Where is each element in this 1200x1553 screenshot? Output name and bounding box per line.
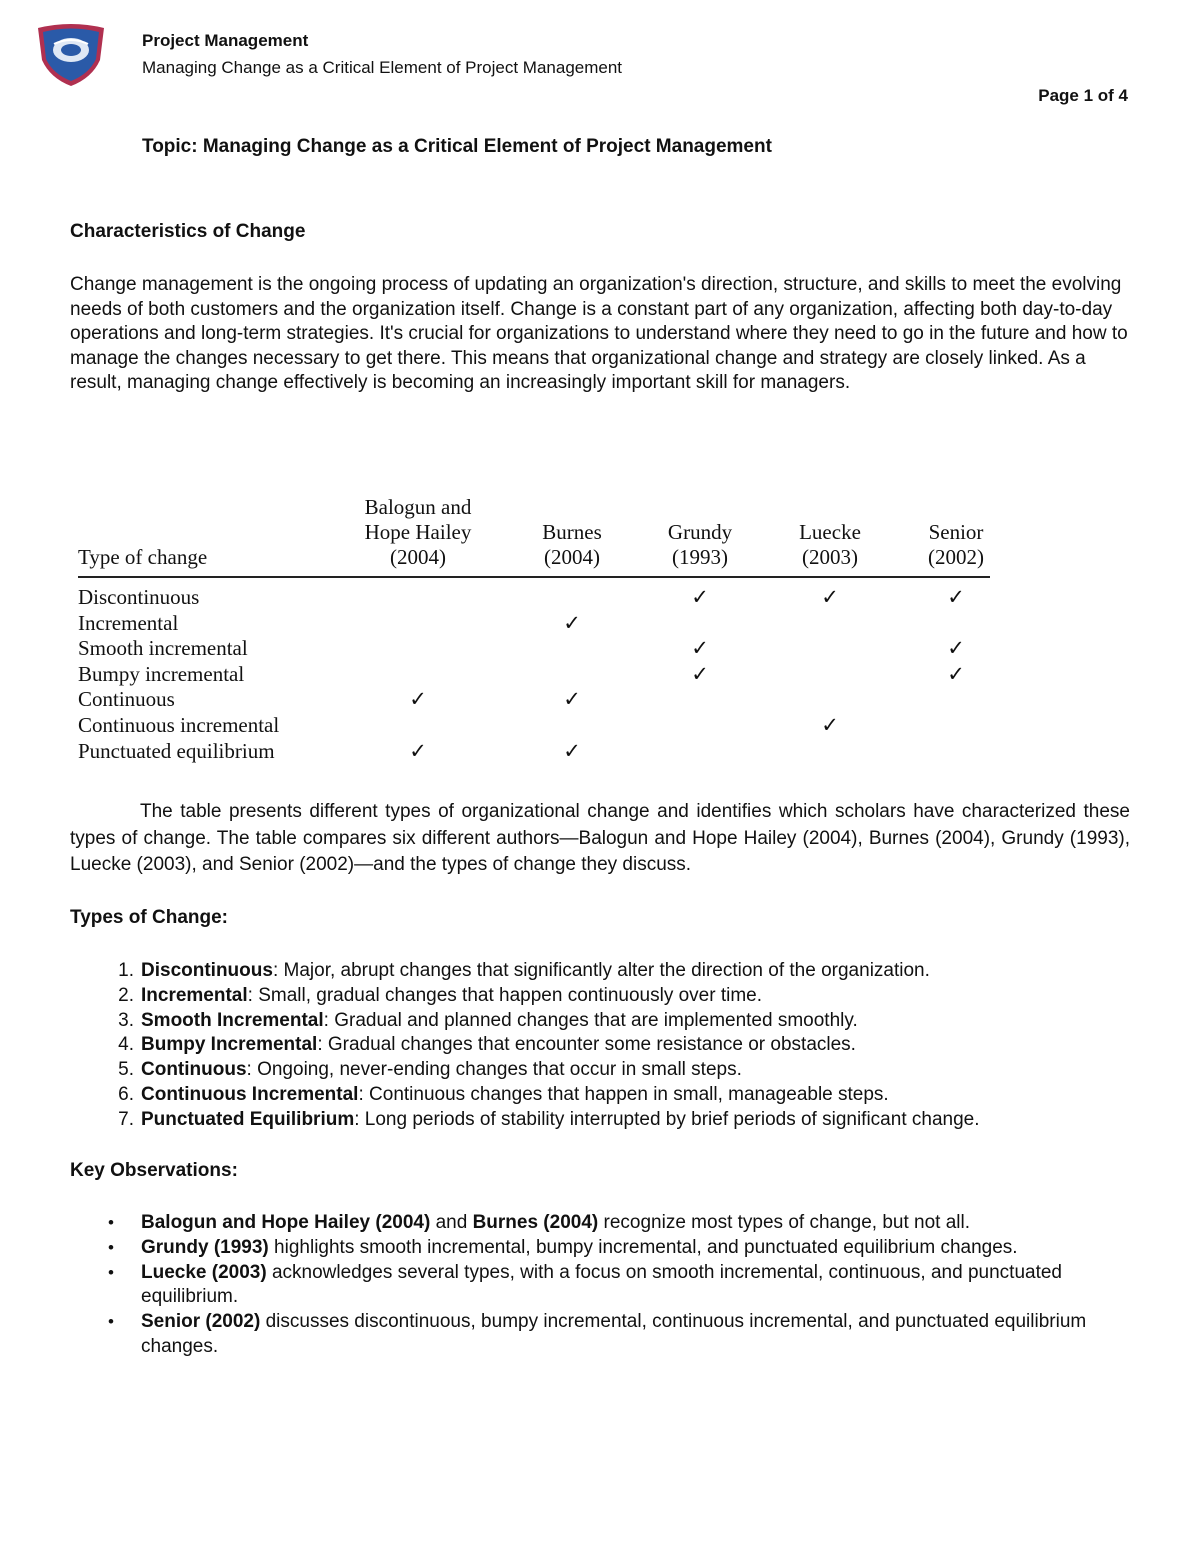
observation-term-2: Burnes (2004) bbox=[472, 1212, 599, 1233]
item-description: : Continuous changes that happen in small, manageable steps. bbox=[358, 1083, 889, 1105]
observation-description: highlights smooth incremental, bumpy incremental, and punctuated equilibrium changes. bbox=[268, 1236, 1018, 1258]
item-number: 6. bbox=[118, 1083, 134, 1105]
change-type-label: Discontinuous bbox=[78, 585, 200, 609]
item-term: Smooth Incremental bbox=[141, 1009, 324, 1031]
characteristics-paragraph: Change management is the ongoing process of updating an organization's direction, structure, and skills to meet the evolving needs of both customers and the organization itself. Change is a constant part of any organization, affecting both day-to-day operations and long-term strategies. It's crucial for organizations to understand where they need to go in the future and how to manage the changes necessary to get there. This means that organizational change and strategy are closely linked. As a result, managing change effectively is becoming an increasingly important skill for managers. bbox=[70, 274, 1128, 394]
item-description: : Long periods of stability interrupted by brief periods of significant change. bbox=[354, 1108, 980, 1130]
author-header-balogun: Balogun and Hope Hailey (2004) bbox=[364, 495, 472, 569]
observation-term: Senior (2002) bbox=[141, 1311, 261, 1333]
list-item bbox=[70, 1058, 1140, 1083]
observation-description: discusses discontinuous, bumpy incremental, continuous incremental, and punctuated equilibrium changes. bbox=[141, 1311, 1087, 1357]
item-term: Bumpy Incremental bbox=[141, 1034, 318, 1056]
table-row bbox=[78, 611, 990, 637]
item-description: : Gradual and planned changes that are implemented smoothly. bbox=[323, 1009, 858, 1031]
list-item bbox=[70, 959, 1140, 984]
observation-description: recognize most types of change, but not all. bbox=[598, 1212, 971, 1233]
observation-description: acknowledges several types, with a focus on smooth incremental, continuous, and punctuated equilibrium. bbox=[141, 1261, 1062, 1308]
author-header-luecke: Luecke (2003) bbox=[799, 520, 861, 569]
school-crest-logo bbox=[34, 22, 108, 88]
check-mark-icon: ✓ bbox=[563, 610, 581, 635]
list-item bbox=[70, 1033, 1140, 1058]
item-term: Punctuated Equilibrium bbox=[141, 1108, 355, 1130]
check-mark-icon: ✓ bbox=[947, 585, 965, 609]
check-mark-icon: ✓ bbox=[821, 712, 839, 737]
change-type-label: Continuous incremental bbox=[78, 712, 280, 737]
item-description: : Gradual changes that encounter some resistance or obstacles. bbox=[317, 1034, 856, 1056]
list-item bbox=[70, 1261, 1140, 1311]
item-term: Discontinuous bbox=[141, 960, 273, 981]
observations-heading: Key Observations: bbox=[70, 1160, 238, 1181]
table-row bbox=[78, 739, 990, 765]
item-number: 7. bbox=[118, 1108, 134, 1130]
observations-list bbox=[70, 1211, 1140, 1360]
observation-term: Balogun and Hope Hailey (2004) bbox=[141, 1212, 431, 1233]
list-item bbox=[70, 1211, 1140, 1236]
check-mark-icon: ✓ bbox=[563, 738, 581, 763]
table-row bbox=[78, 585, 990, 611]
item-number: 1. bbox=[118, 960, 134, 981]
types-heading: Types of Change: bbox=[70, 907, 228, 928]
change-type-label: Continuous bbox=[78, 687, 175, 712]
item-term: Continuous Incremental bbox=[141, 1083, 359, 1105]
header-title: Project Management bbox=[142, 31, 309, 50]
author-header-burnes: Burnes (2004) bbox=[542, 520, 602, 569]
author-header-senior: Senior (2002) bbox=[928, 520, 984, 569]
list-item bbox=[70, 1236, 1140, 1261]
list-item bbox=[70, 1009, 1140, 1034]
check-mark-icon: ✓ bbox=[691, 585, 709, 609]
table-header bbox=[78, 494, 990, 578]
bullet-icon: • bbox=[108, 1237, 114, 1257]
check-mark-icon: ✓ bbox=[409, 738, 427, 763]
item-description: : Major, abrupt changes that significantly alter the direction of the organization. bbox=[272, 960, 930, 981]
check-mark-icon: ✓ bbox=[947, 636, 965, 661]
list-item bbox=[70, 1083, 1140, 1108]
bullet-icon: • bbox=[108, 1213, 114, 1232]
table-body bbox=[78, 578, 990, 764]
table-row bbox=[78, 662, 990, 688]
change-type-label: Smooth incremental bbox=[78, 636, 248, 661]
item-description: : Small, gradual changes that happen continuously over time. bbox=[247, 984, 763, 1006]
list-item bbox=[70, 984, 1140, 1009]
header-subtitle: Managing Change as a Critical Element of Project Management bbox=[142, 58, 623, 77]
bullet-icon: • bbox=[108, 1262, 114, 1282]
table-row bbox=[78, 636, 990, 662]
check-mark-icon: ✓ bbox=[691, 636, 709, 661]
list-item bbox=[70, 1108, 1140, 1133]
types-list bbox=[70, 959, 1140, 1133]
change-types-table bbox=[78, 494, 990, 764]
page-number: Page 1 of 4 bbox=[1038, 86, 1128, 105]
item-number: 4. bbox=[118, 1034, 134, 1056]
table-description: The table presents different types of organizational change and identifies which scholars have characterized these types of change. The table compares six different authors—Balogun and Hope Hailey (2004), Burnes (2004), Grundy (1993), Luecke (2003), and Senior (2002)—and the types of change they discuss. bbox=[70, 801, 1130, 875]
item-term: Continuous bbox=[141, 1059, 247, 1081]
check-mark-icon: ✓ bbox=[563, 687, 581, 712]
check-mark-icon: ✓ bbox=[947, 661, 965, 686]
table-row bbox=[78, 713, 990, 739]
change-type-label: Punctuated equilibrium bbox=[78, 738, 275, 763]
list-item bbox=[70, 1310, 1140, 1360]
item-term: Incremental bbox=[141, 984, 248, 1006]
bullet-icon: • bbox=[108, 1312, 114, 1332]
check-mark-icon: ✓ bbox=[691, 661, 709, 686]
topic-title: Topic: Managing Change as a Critical Element of Project Management bbox=[142, 136, 772, 157]
characteristics-heading: Characteristics of Change bbox=[70, 221, 306, 242]
author-header-grundy: Grundy (1993) bbox=[667, 520, 733, 569]
table-row bbox=[78, 687, 990, 713]
change-type-label: Incremental bbox=[78, 610, 179, 635]
observation-term: Grundy (1993) bbox=[141, 1236, 269, 1258]
item-number: 5. bbox=[118, 1059, 134, 1081]
change-type-label: Bumpy incremental bbox=[78, 661, 245, 686]
item-number: 3. bbox=[118, 1009, 134, 1031]
observation-connector: and bbox=[430, 1212, 473, 1233]
type-of-change-header: Type of change bbox=[78, 545, 208, 569]
item-number: 2. bbox=[118, 984, 134, 1006]
check-mark-icon: ✓ bbox=[409, 687, 427, 712]
item-description: : Ongoing, never-ending changes that occur in small steps. bbox=[246, 1059, 742, 1081]
observation-term: Luecke (2003) bbox=[141, 1261, 267, 1283]
check-mark-icon: ✓ bbox=[821, 585, 839, 609]
